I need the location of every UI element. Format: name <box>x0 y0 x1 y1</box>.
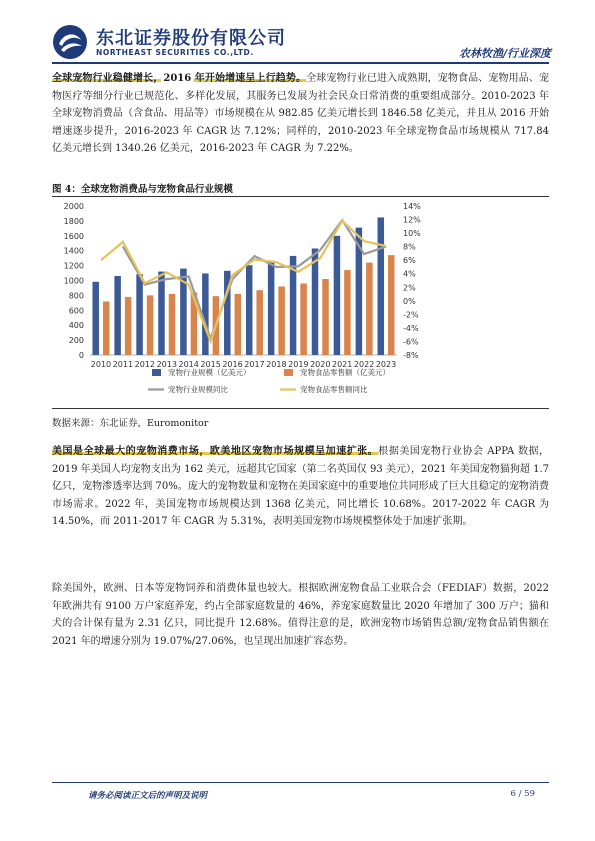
bar-industry <box>334 236 341 355</box>
bar-food <box>278 286 285 355</box>
x-tick-label: 2018 <box>266 360 287 369</box>
paragraph-body: 根据美国宠物行业协会 APPA 数据，2019 年美国人均宠物支出为 162 美元，远超其它国家（第二名英国仅 93 美元），2021 年美国宠物猫狗超 1.7 亿只，宠物渗透率达到 70%。庞大的宠物数量和宠物在美国家庭中的重要地位共同形成了巨大且稳定的宠物消费市场需求。2022 年，美国宠物市场规模达到 1368 亿美元，同比增长 10.68%。2017-2022 年 CAGR 为 14.50%，而 2011-2017 年 CAGR 为 5.31%，表明美国宠物市场规模整体处于加速扩张期。 <box>52 446 549 528</box>
header-divider <box>52 62 549 64</box>
y-tick-label: 1400 <box>63 246 84 256</box>
x-tick-label: 2021 <box>331 360 353 369</box>
y2-tick-label: 8% <box>403 242 416 252</box>
y-tick-label: 1800 <box>63 216 84 226</box>
bar-food <box>235 294 242 355</box>
x-tick-label: 2017 <box>244 360 265 369</box>
x-tick-label: 2014 <box>178 360 199 369</box>
bar-food <box>169 294 176 355</box>
bar-food <box>344 270 351 355</box>
bar-industry <box>312 248 319 355</box>
bar-food <box>322 279 329 355</box>
x-tick-label: 2023 <box>375 360 397 369</box>
bar-food <box>300 283 307 355</box>
page-number: 6 / 59 <box>510 789 535 799</box>
x-tick-label: 2010 <box>90 360 112 369</box>
legend-label: 宠物行业规模同比 <box>168 385 228 394</box>
legend-swatch <box>284 369 293 376</box>
y2-tick-label: 4% <box>403 269 416 279</box>
x-tick-label: 2016 <box>222 360 243 369</box>
y2-tick-label: 6% <box>403 256 416 266</box>
x-tick-label: 2022 <box>353 360 375 369</box>
company-name-en: NORTHEAST SECURITIES CO.,LTD. <box>96 48 254 57</box>
y2-tick-label: 0% <box>403 296 416 306</box>
y2-tick-label: 12% <box>403 215 421 225</box>
company-logo-icon <box>52 24 88 60</box>
y2-tick-label: 14% <box>403 202 421 211</box>
legend-swatch <box>152 369 161 376</box>
bar-food <box>147 295 154 355</box>
x-tick-label: 2011 <box>112 360 134 369</box>
legend-label: 宠物行业规模（亿美元） <box>168 368 251 377</box>
bar-industry <box>268 261 275 355</box>
y-tick-label: 2000 <box>63 202 84 211</box>
paragraph-lead: 全球宠物行业稳健增长，2016 年开始增速呈上行趋势。 <box>52 73 307 84</box>
y-tick-label: 200 <box>68 336 84 346</box>
bar-industry <box>158 272 165 355</box>
figure-source: 数据来源：东北证券，Euromonitor <box>52 418 209 429</box>
bar-industry <box>92 282 99 355</box>
x-tick-label: 2020 <box>310 360 331 369</box>
y2-tick-label: -2% <box>403 310 419 320</box>
report-section: 农林牧渔/行业深度 <box>458 47 551 60</box>
bar-food <box>388 255 395 355</box>
figure-title: 图 4：全球宠物消费品与宠物食品行业规模 <box>52 184 233 195</box>
paragraph-europe-japan <box>52 580 549 650</box>
x-tick-label: 2012 <box>134 360 156 369</box>
legend-label: 宠物食品零售额（亿美元） <box>300 368 390 377</box>
paragraph-body: 全球宠物行业已进入成熟期，宠物食品、宠物用品、宠物医疗等细分行业已规范化、多样化发展，其服务已发展为社会民众日常消费的重要组成部分。2010-2023 年全球宠物消费品（含食品、用品等）市场规模在从 982.85 亿美元增长到 1846.58 亿美元，并且从 2016 开始增速逐步提升，2016-2023 年 CAGR 达 7.12%；同样的，2010-2023 年全球宠物食品市场规模从 717.84 亿美元增长到 1340.26 亿美元，2016-2023 年 CAGR 为 7.22%。 <box>52 73 549 155</box>
y2-tick-label: -8% <box>403 351 419 360</box>
bar-food <box>103 302 110 355</box>
y-tick-label: 600 <box>68 306 84 316</box>
company-name-cn: 东北证券股份有限公司 <box>96 28 286 49</box>
paragraph-body: 除美国外，欧洲、日本等宠物饲养和消费体量也较大。根据欧洲宠物食品工业联合会（FEDIAF）数据，2022 年欧洲共有 9100 万户家庭养宠，约占全部家庭数量的 46%，养宠家庭数量比 2020 年增加了 300 万户；猫和犬的合计保有量为 2.31 亿只，同比提升 12.68%。值得注意的是，欧洲宠物市场销售总额/宠物食品销售额在 2021 年的增速分别为 19.07%/27.06%，也呈现出加速扩容态势。 <box>52 583 549 647</box>
line-food-yoy <box>101 221 386 342</box>
bar-food <box>366 263 373 355</box>
bar-industry <box>378 217 385 355</box>
paragraph-us-market <box>52 443 549 531</box>
y2-tick-label: 10% <box>403 229 421 239</box>
y-tick-label: 1600 <box>63 231 84 241</box>
y2-tick-label: -4% <box>403 323 419 333</box>
legend-label: 宠物食品零售额同比 <box>300 385 368 394</box>
bar-industry <box>246 265 253 355</box>
y-tick-label: 800 <box>68 291 84 301</box>
bar-food <box>125 297 131 355</box>
y-tick-label: 400 <box>68 321 84 331</box>
figure-bottom-rule <box>52 408 549 409</box>
y2-tick-label: 2% <box>403 283 416 293</box>
bar-industry <box>136 274 143 355</box>
x-tick-label: 2013 <box>156 360 177 369</box>
bar-industry <box>114 276 121 355</box>
page-header <box>0 0 595 64</box>
y-tick-label: 1200 <box>63 261 84 271</box>
y-tick-label: 0 <box>78 351 84 360</box>
pet-market-chart <box>52 197 549 407</box>
x-tick-label: 2019 <box>288 360 309 369</box>
paragraph-lead: 美国是全球最大的宠物消费市场，欧美地区宠物市场规模呈加速扩张。 <box>52 446 379 457</box>
y-tick-label: 1000 <box>63 276 84 286</box>
bar-food <box>256 290 263 355</box>
footer-disclaimer: 请务必阅读正文后的声明及说明 <box>88 791 208 801</box>
x-tick-label: 2015 <box>200 360 221 369</box>
footer-divider <box>52 782 549 783</box>
y2-tick-label: -6% <box>403 337 419 347</box>
paragraph-global-pet-industry <box>52 70 549 158</box>
